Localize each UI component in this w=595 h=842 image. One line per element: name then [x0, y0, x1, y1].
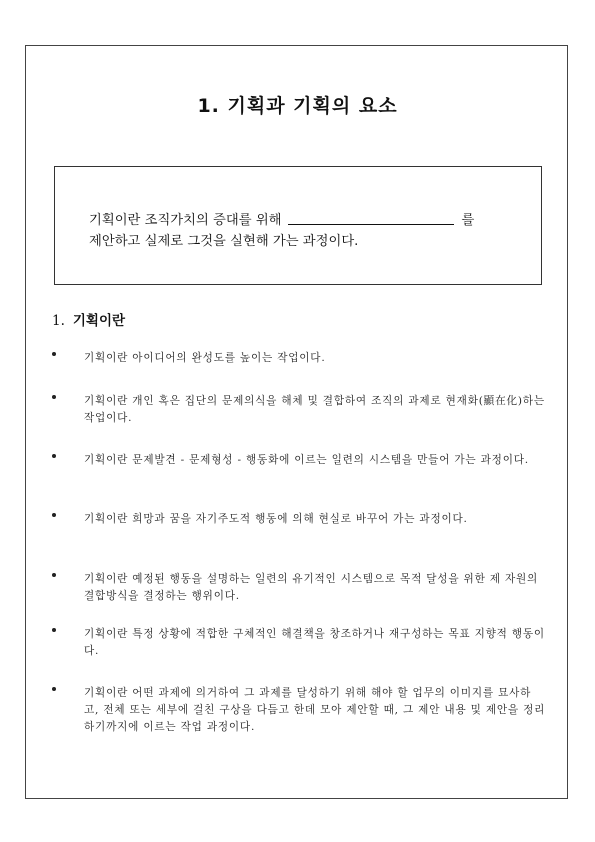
section-number: 1.: [52, 313, 65, 329]
list-item-text: 기획이란 아이디어의 완성도를 높이는 작업이다.: [84, 352, 326, 364]
definition-line-1: [89, 209, 474, 228]
definition-text-end: 를: [461, 213, 475, 228]
list-item-text: 기획이란 개인 혹은 집단의 문제의식을 해체 및 결합하여 조직의 과제로 현재화(顯在化)하는 작업이다.: [84, 395, 545, 424]
definition-text-start: 기획이란 조직가치의 증대를 위해: [89, 213, 282, 228]
page-title: 1. 기획과 기획의 요소: [197, 95, 398, 117]
list-item-text: 기획이란 희망과 꿈을 자기주도적 행동에 의해 현실로 바꾸어 가는 과정이다.: [84, 513, 468, 525]
definition-line-2: 제안하고 실제로 그것을 실현해 가는 과정이다.: [89, 234, 359, 249]
bullet-icon: [52, 513, 56, 517]
bullet-icon: [52, 687, 56, 691]
list-item-text: 기획이란 특정 상황에 적합한 구체적인 해결책을 창조하거나 재구성하는 목표 지향적 행동이다.: [84, 628, 545, 657]
bullet-icon: [52, 628, 56, 632]
section-title: 기획이란: [72, 313, 126, 329]
list-item-text: 기획이란 어떤 과제에 의거하여 그 과제를 달성하기 위해 해야 할 업무의 이미지를 묘사하고, 전체 또는 세부에 걸친 구상을 다듬고 한데 모아 제안할 때, 그 제안 내용 및 제안을 정리하기까지에 이르는 작업 과정이다.: [84, 687, 546, 733]
list-item-text: 기획이란 예정된 행동을 설명하는 일련의 유기적인 시스템으로 목적 달성을 위한 제 자원의 결합방식을 결정하는 행위이다.: [84, 573, 539, 602]
bullet-icon: [52, 395, 56, 399]
list-item-text: 기획이란 문제발견 - 문제형성 - 행동화에 이르는 일련의 시스템을 만들어 가는 과정이다.: [84, 454, 529, 466]
bullet-icon: [52, 352, 56, 356]
section-heading: [52, 309, 125, 329]
fill-in-blank: [288, 212, 454, 225]
bullet-icon: [52, 454, 56, 458]
bullet-icon: [52, 573, 56, 577]
